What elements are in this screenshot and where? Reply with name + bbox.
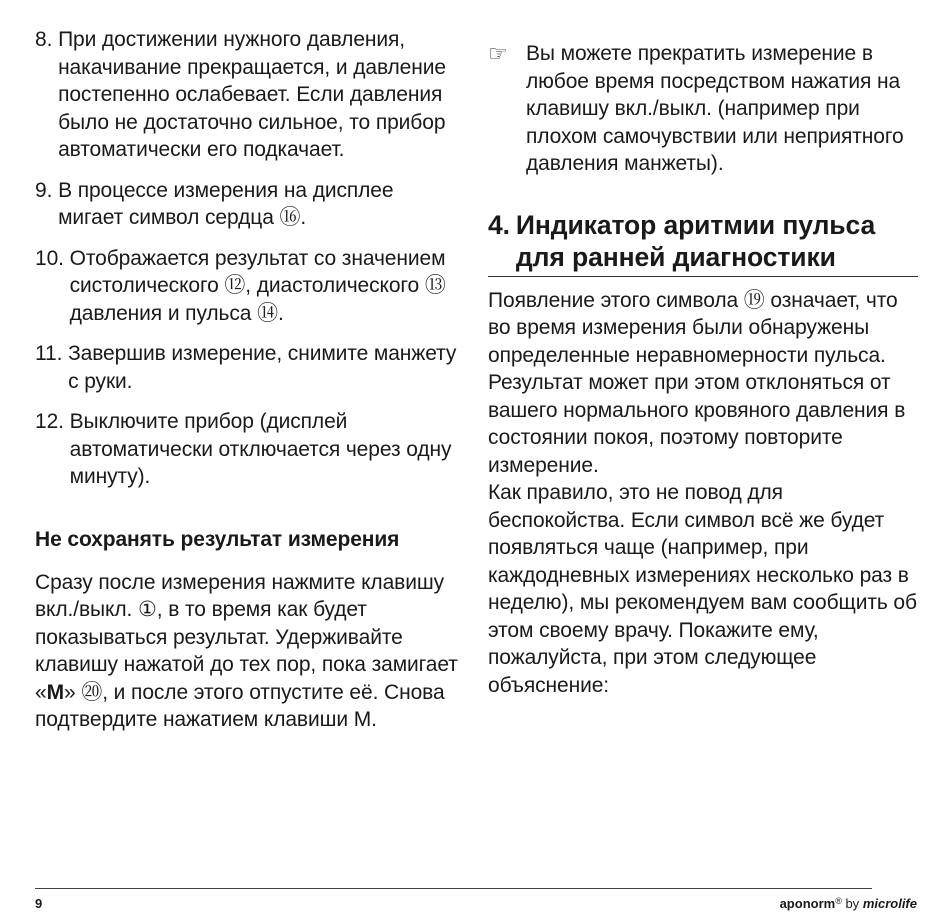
brand-company: microlife — [862, 896, 917, 911]
note-block — [488, 40, 918, 178]
paragraph-text-part-1: Сразу после измерения нажмите клавишу вкл./выкл. ①, в то время как будет показываться результат. Удерживайте клавишу нажатой до тех пор, пока замигает « — [35, 570, 458, 704]
list-item — [35, 26, 460, 164]
page-footer — [35, 888, 917, 911]
right-column — [488, 26, 918, 699]
brand-by: by — [841, 896, 863, 911]
page-number: 9 — [35, 896, 43, 911]
instruction-steps — [35, 26, 460, 491]
step-text: В процессе измерения на дисплее мигает символ сердца ⑯. — [58, 178, 394, 229]
list-item — [35, 340, 460, 395]
step-number: 12. — [35, 410, 70, 433]
brand-registered-mark: ® — [835, 896, 842, 906]
step-number: 8. — [35, 28, 59, 51]
step-text: Отображается результат со значением систолического ⑫, диастолического ⑬ давления и пульса ⑭. — [69, 246, 446, 325]
subheading-do-not-save: Не сохранять результат измерения — [35, 527, 400, 551]
do-not-save-paragraph — [35, 569, 460, 734]
step-number: 9. — [35, 178, 59, 202]
section-title: Индикатор аритмии пульса для ранней диагностики — [515, 209, 876, 272]
paragraph-text-part-2: » ⑳, и после этого отпустите её. Снова подтвердите нажатием клавиши M. — [35, 680, 445, 731]
list-item — [35, 177, 460, 232]
left-column — [35, 26, 460, 734]
section-number: 4. — [488, 209, 510, 240]
section-heading — [488, 209, 918, 277]
list-item — [35, 408, 460, 491]
section-paragraph-1: Появление этого символа ⑲ означает, что во время измерения были обнаружены определенные неравномерности пульса. Результат может при этом отклоняться от вашего нормального кровяного давления в состоянии покоя, поэтому повторите измерение. — [488, 288, 906, 477]
list-item — [35, 245, 460, 328]
step-number: 10. — [35, 246, 70, 270]
step-number: 11. — [35, 342, 69, 365]
section-paragraph-2: Как правило, это не повод для беспокойства. Если символ всё же будет появляться чаще (например, при каждодневных измерениях несколько раз в неделю), мы рекомендуем вам сообщить об этом своему врачу. Покажите ему, пожалуйста, при этом следующее объяснение: — [488, 481, 917, 697]
brand-name: aponorm — [779, 896, 836, 911]
pointing-hand-icon: ☞ — [488, 41, 508, 66]
step-text: При достижении нужного давления, накачивание прекращается, и давление постепенно ослабевает. Если давления было не достаточно сильное, то прибор автоматически его подкачает. — [58, 28, 446, 161]
brand-logo — [780, 896, 917, 911]
note-text: Вы можете прекратить измерение в любое время посредством нажатия на клавишу вкл./выкл. (например при плохом самочувствии или неприятного давления манжеты). — [526, 42, 904, 175]
step-text: Выключите прибор (дисплей автоматически отключается через одну минуту). — [69, 410, 452, 488]
m-symbol: M — [46, 680, 64, 704]
step-text: Завершив измерение, снимите манжету с руки. — [68, 342, 457, 393]
